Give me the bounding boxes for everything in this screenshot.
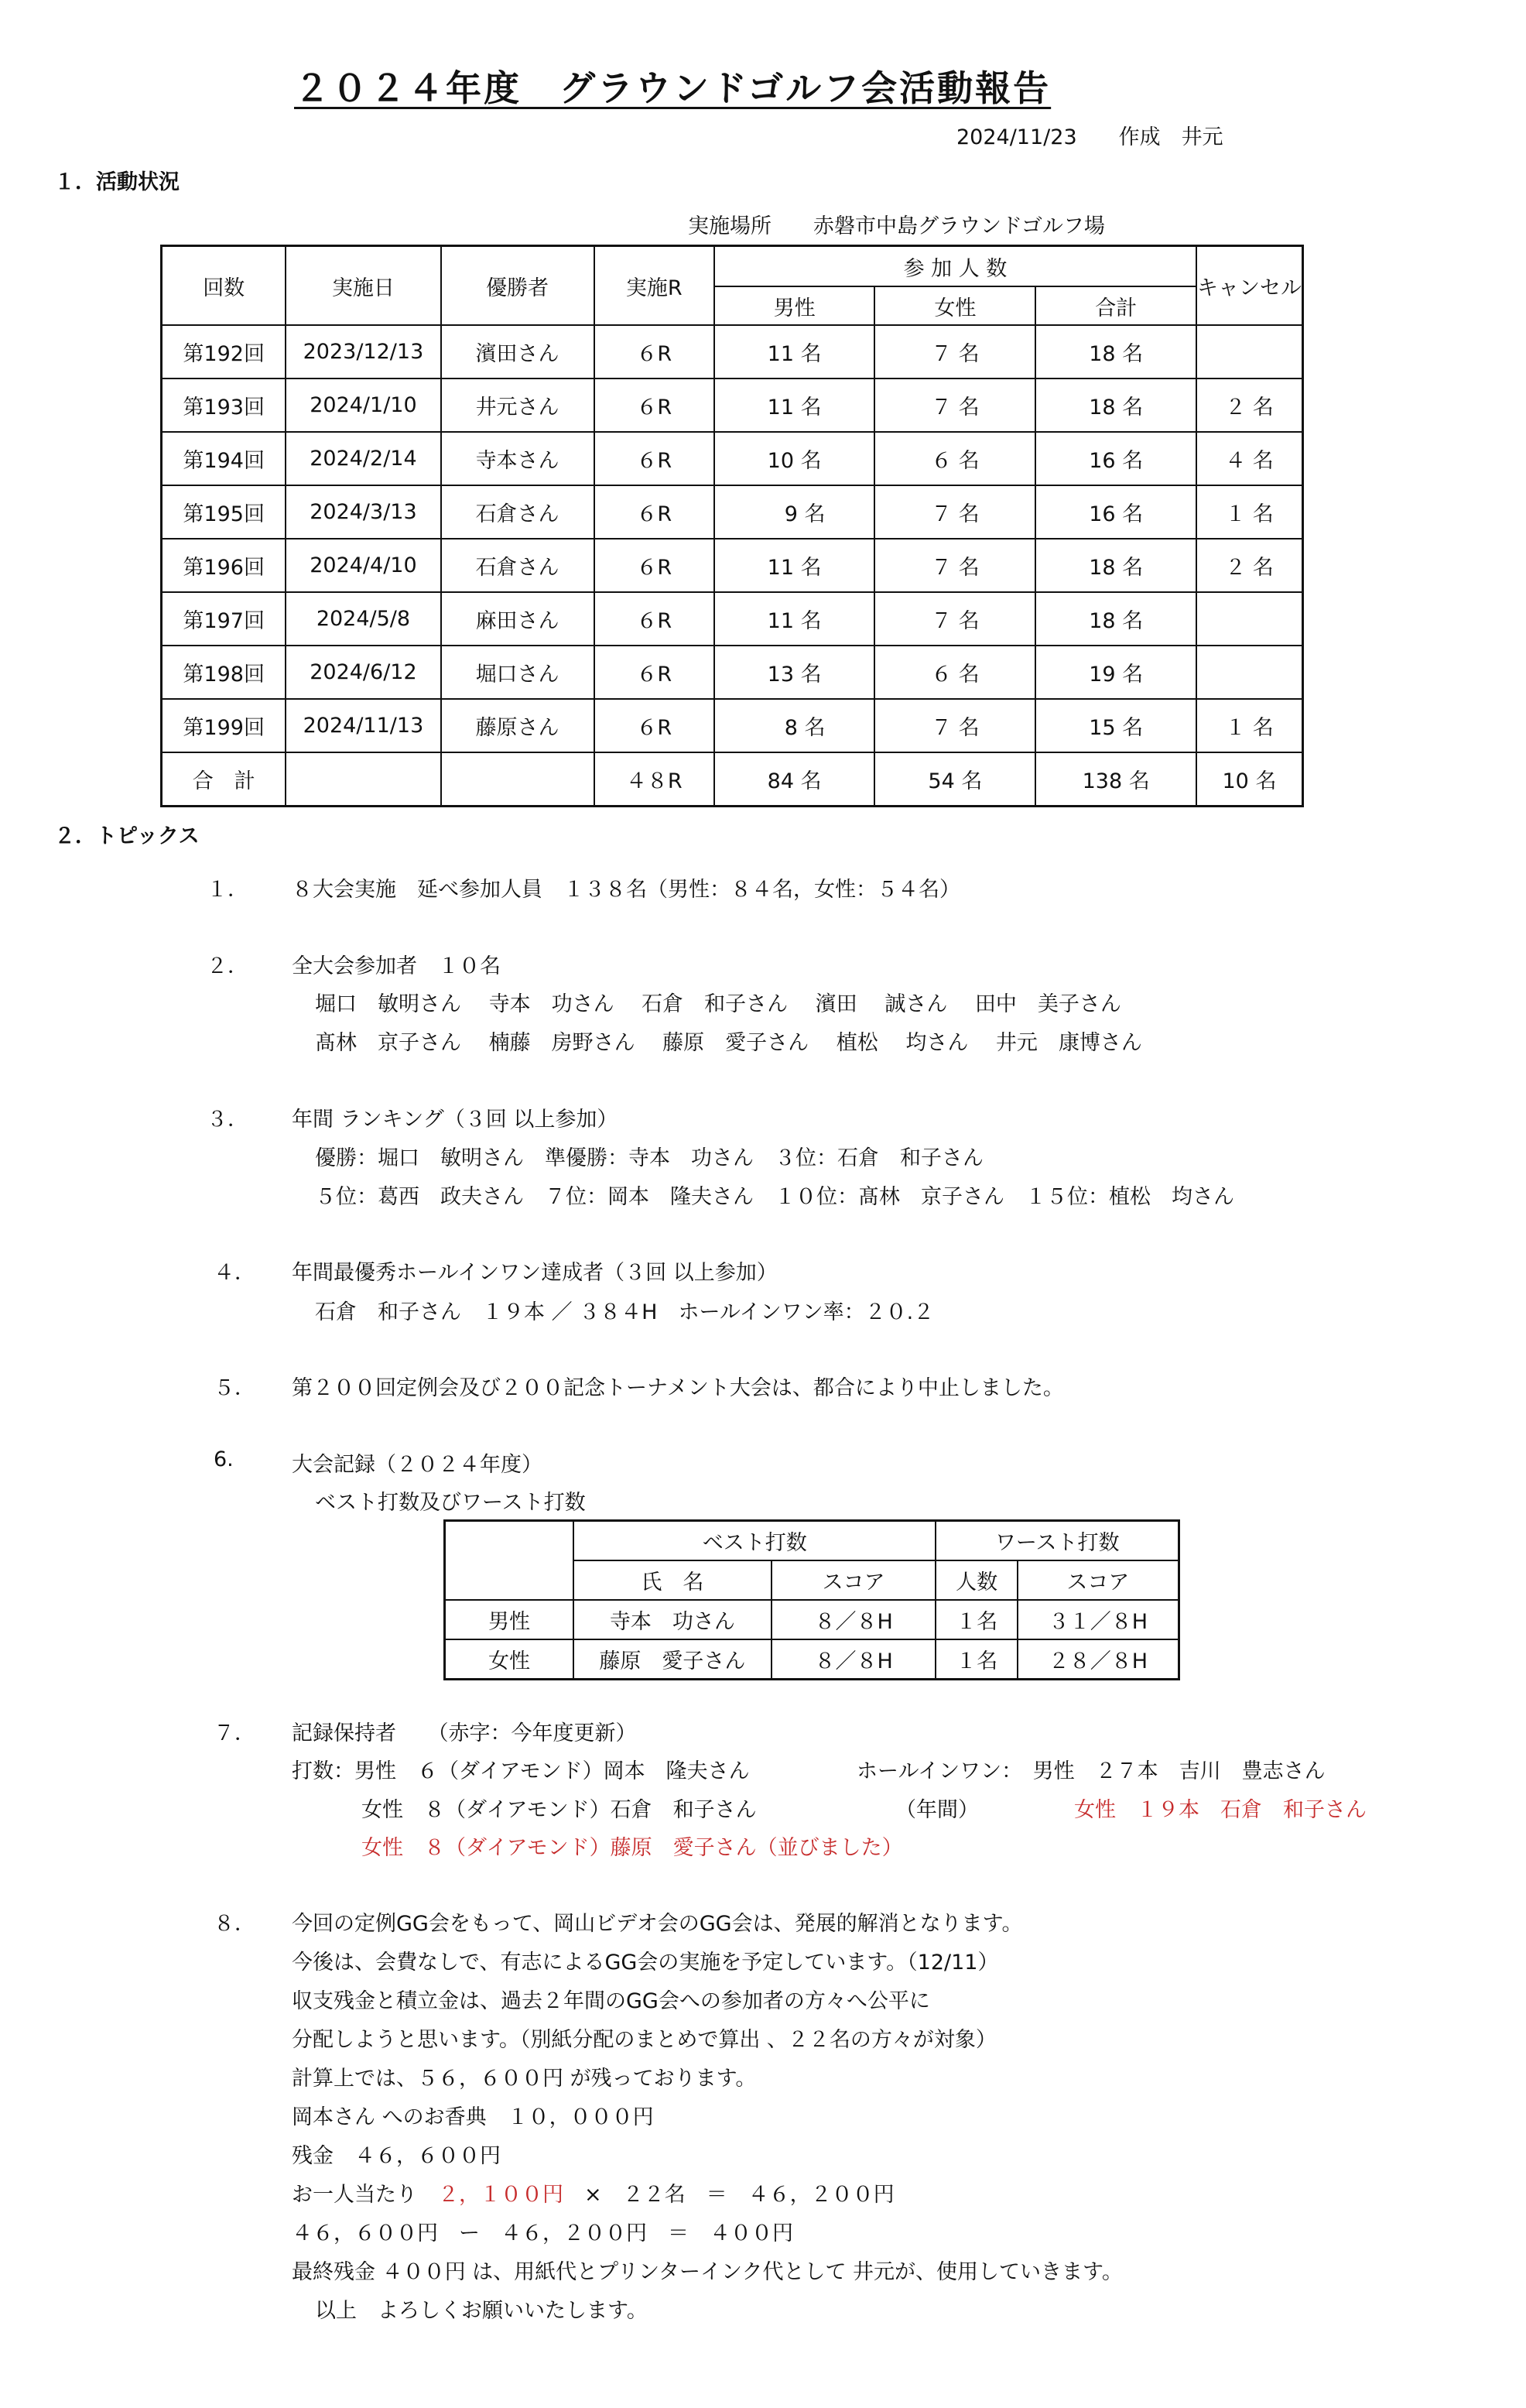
total-date: [286, 752, 440, 807]
topic-5-text: 第２００回定例会及び２００記念トーナメント大会は、都合により中止しました。: [292, 1376, 1064, 1400]
table-header-row: [162, 246, 1303, 287]
cell-total: 15 名: [1035, 699, 1196, 752]
cell-date: 2024/11/13: [286, 699, 440, 752]
cell-cancel: ２ 名: [1196, 378, 1303, 432]
cell-male: 11 名: [714, 592, 874, 646]
cell-winner: 寺本さん: [441, 432, 594, 485]
cell-male: 11 名: [714, 378, 874, 432]
date-author: 2024/11/23 作成 井元: [956, 125, 1223, 149]
cell-round: 第198回: [162, 646, 286, 699]
topic-8-line-2: 今後は、会費なしで、有志によるGG会の実施を予定しています。（12/11）: [292, 1951, 999, 1975]
table-row: [162, 325, 1303, 378]
topic-8-line-4: 分配しようと思います。（別紙分配のまとめで算出 、２２名の方々が対象）: [292, 2028, 997, 2052]
record-name: 藤原 愛子さん: [573, 1639, 772, 1680]
cell-date: 2024/5/8: [286, 592, 440, 646]
topic-7-line-2b: （年間）: [895, 1798, 979, 1822]
per-person-calc: × ２２名 ＝ ４６，２００円: [563, 2183, 895, 2207]
topic-8-number: ８．: [214, 1912, 255, 1936]
cell-cancel: ２ 名: [1196, 539, 1303, 592]
topic-7-line-2c: 女性 １９本 石倉 和子さん: [1074, 1798, 1367, 1822]
cell-female: ６ 名: [874, 646, 1035, 699]
topic-8-line-9: ４６，６００円 ー ４６，２００円 ＝ ４００円: [292, 2221, 793, 2245]
cell-cancel: １ 名: [1196, 699, 1303, 752]
topic-7-line-1b: ホールインワン： 男性 ２７本 吉川 豊志さん: [857, 1759, 1326, 1783]
topic-4-line-1: 石倉 和子さん １９本 ／ ３８４H ホールインワン率：２０.２: [315, 1300, 935, 1324]
cell-total: 18 名: [1035, 325, 1196, 378]
cell-winner: 濱田さん: [441, 325, 594, 378]
table-row: [162, 646, 1303, 699]
topic-1-text: ８大会実施 延べ参加人員 １３８名（男性：８４名，女性：５４名）: [292, 878, 960, 902]
record-table: [443, 1519, 1180, 1680]
cell-cancel: [1196, 325, 1303, 378]
record-header-best: ベスト打数: [573, 1521, 936, 1561]
cell-date: 2024/3/13: [286, 485, 440, 539]
header-participants: 参 加 人 数: [714, 246, 1196, 287]
cell-winner: 石倉さん: [441, 539, 594, 592]
cell-rounds: ６R: [594, 646, 714, 699]
cell-date: 2024/1/10: [286, 378, 440, 432]
cell-round: 第197回: [162, 592, 286, 646]
table-row: [445, 1600, 1179, 1639]
cell-female: ７ 名: [874, 325, 1035, 378]
record-name: 寺本 功さん: [573, 1600, 772, 1639]
page-title: ２０２４年度 グラウンドゴルフ会活動報告: [294, 67, 1052, 109]
topic-6-text: 大会記録（２０２４年度）: [292, 1453, 542, 1477]
cell-male: 11 名: [714, 539, 874, 592]
record-gender: 女性: [445, 1639, 574, 1680]
topic-7-number: ７．: [214, 1721, 255, 1745]
record-header-worst-score: スコア: [1018, 1560, 1179, 1600]
per-person-label: お一人当たり: [292, 2183, 438, 2207]
table-row: [445, 1639, 1179, 1680]
topic-7-line-2a: 女性 ８（ダイアモンド）石倉 和子さん: [361, 1798, 757, 1822]
record-header-row: [445, 1521, 1179, 1561]
cell-winner: 井元さん: [441, 378, 594, 432]
topic-8-line-10: 最終残金 ４００円 は、用紙代とプリンターインク代として 井元が、使用していきます。: [292, 2260, 1123, 2284]
activity-table: [160, 245, 1304, 807]
cell-date: 2024/6/12: [286, 646, 440, 699]
record-header-empty: [445, 1521, 574, 1601]
header-date: 実施日: [286, 246, 440, 326]
cell-total: 19 名: [1035, 646, 1196, 699]
record-worst-score: ３１／８H: [1018, 1600, 1179, 1639]
header-winner: 優勝者: [441, 246, 594, 326]
cell-winner: 堀口さん: [441, 646, 594, 699]
cell-total: 18 名: [1035, 539, 1196, 592]
topic-2-number: ２．: [207, 954, 248, 978]
table-total-row: [162, 752, 1303, 807]
cell-rounds: ６R: [594, 378, 714, 432]
cell-rounds: ６R: [594, 432, 714, 485]
cell-female: ７ 名: [874, 485, 1035, 539]
cell-total: 16 名: [1035, 485, 1196, 539]
cell-male: 11 名: [714, 325, 874, 378]
cell-total: 18 名: [1035, 592, 1196, 646]
topic-7-line-3: 女性 ８（ダイアモンド）藤原 愛子さん（並びました）: [361, 1836, 903, 1860]
table-row: [162, 485, 1303, 539]
topic-2-line-1: 堀口 敏明さん 寺本 功さん 石倉 和子さん 濱田 誠さん 田中 美子さん: [315, 992, 1121, 1016]
header-female: 女性: [874, 286, 1035, 325]
record-header-name: 氏 名: [573, 1560, 772, 1600]
cell-female: ７ 名: [874, 699, 1035, 752]
cell-cancel: [1196, 592, 1303, 646]
cell-date: 2023/12/13: [286, 325, 440, 378]
table-row: [162, 592, 1303, 646]
topic-3-text: 年間 ランキング（３回 以上参加）: [292, 1108, 618, 1132]
venue: 実施場所 赤磐市中島グラウンドゴルフ場: [688, 214, 1105, 238]
cell-cancel: ４ 名: [1196, 432, 1303, 485]
cell-rounds: ６R: [594, 539, 714, 592]
topic-4-number: ４．: [214, 1261, 255, 1285]
record-gender: 男性: [445, 1600, 574, 1639]
per-person-amount: ２，１００円: [438, 2183, 563, 2207]
header-cancel: キャンセル: [1196, 246, 1303, 326]
cell-cancel: １ 名: [1196, 485, 1303, 539]
cell-rounds: ６R: [594, 485, 714, 539]
topic-8-line-3: 収支残金と積立金は、過去２年間のGG会への参加者の方々へ公平に: [292, 1989, 930, 2013]
total-cancel: 10 名: [1196, 752, 1303, 807]
header-rounds: 実施R: [594, 246, 714, 326]
cell-round: 第192回: [162, 325, 286, 378]
header-total: 合計: [1035, 286, 1196, 325]
topic-2-line-2: 髙林 京子さん 楠藤 房野さん 藤原 愛子さん 植松 均さん 井元 康博さん: [315, 1031, 1142, 1055]
header-male: 男性: [714, 286, 874, 325]
cell-male: 10 名: [714, 432, 874, 485]
total-label: 合 計: [162, 752, 286, 807]
cell-male: 9 名: [714, 485, 874, 539]
closing-line: 以上 よろしくお願いいたします。: [315, 2299, 648, 2323]
topic-1-number: １．: [207, 878, 248, 902]
cell-round: 第194回: [162, 432, 286, 485]
cell-winner: 藤原さん: [441, 699, 594, 752]
topic-3-number: ３．: [207, 1108, 248, 1132]
topic-6-subtitle: ベスト打数及びワースト打数: [315, 1491, 586, 1515]
total-total: 138 名: [1035, 752, 1196, 807]
record-header-worst: ワースト打数: [936, 1521, 1179, 1561]
cell-rounds: ６R: [594, 325, 714, 378]
cell-total: 16 名: [1035, 432, 1196, 485]
cell-male: 13 名: [714, 646, 874, 699]
cell-male: 8 名: [714, 699, 874, 752]
table-row: [162, 539, 1303, 592]
table-row: [162, 699, 1303, 752]
topic-8-line-5: 計算上では、５６，６００円 が残っております。: [292, 2067, 757, 2091]
topic-7-text: 記録保持者 （赤字：今年度更新）: [292, 1721, 637, 1745]
cell-female: ７ 名: [874, 378, 1035, 432]
cell-rounds: ６R: [594, 699, 714, 752]
cell-rounds: ６R: [594, 592, 714, 646]
total-winner: [441, 752, 594, 807]
topic-8-line-8: [292, 2177, 895, 2208]
header-round: 回数: [162, 246, 286, 326]
section-2-heading: ２．トピックス: [54, 824, 200, 848]
cell-winner: 麻田さん: [441, 592, 594, 646]
record-score: ８／８H: [772, 1600, 936, 1639]
total-male: 84 名: [714, 752, 874, 807]
record-worst-score: ２８／８H: [1018, 1639, 1179, 1680]
record-count: １名: [936, 1600, 1017, 1639]
cell-round: 第199回: [162, 699, 286, 752]
record-score: ８／８H: [772, 1639, 936, 1680]
record-header-count: 人数: [936, 1560, 1017, 1600]
cell-round: 第196回: [162, 539, 286, 592]
cell-female: ７ 名: [874, 539, 1035, 592]
cell-round: 第193回: [162, 378, 286, 432]
topic-7-line-1a: 打数：男性 ６（ダイアモンド）岡本 隆夫さん: [292, 1759, 750, 1783]
cell-cancel: [1196, 646, 1303, 699]
cell-winner: 石倉さん: [441, 485, 594, 539]
cell-female: ６ 名: [874, 432, 1035, 485]
cell-female: ７ 名: [874, 592, 1035, 646]
topic-5-number: ５．: [214, 1376, 255, 1400]
table-row: [162, 378, 1303, 432]
topic-8-line-1: 今回の定例GG会をもって、岡山ビデオ会のGG会は、発展的解消となります。: [292, 1912, 1023, 1936]
topic-8-line-6: 岡本さん へのお香典 １０，０００円: [292, 2105, 654, 2129]
total-rounds: ４８R: [594, 752, 714, 807]
topic-6-number: 6.: [214, 1447, 234, 1471]
cell-total: 18 名: [1035, 378, 1196, 432]
topic-2-text: 全大会参加者 １０名: [292, 954, 501, 978]
topic-3-line-1: 優勝：堀口 敏明さん 準優勝：寺本 功さん ３位：石倉 和子さん: [315, 1146, 984, 1170]
table-row: [162, 432, 1303, 485]
section-1-heading: １．活動状況: [54, 170, 180, 194]
record-header-score: スコア: [772, 1560, 936, 1600]
cell-date: 2024/4/10: [286, 539, 440, 592]
total-female: 54 名: [874, 752, 1035, 807]
topic-3-line-2: ５位：葛西 政夫さん ７位：岡本 隆夫さん １０位：髙林 京子さん １５位：植松 均さん: [315, 1185, 1234, 1209]
cell-round: 第195回: [162, 485, 286, 539]
topic-4-text: 年間最優秀ホールインワン達成者（３回 以上参加）: [292, 1261, 778, 1285]
cell-date: 2024/2/14: [286, 432, 440, 485]
topic-8-line-7: 残金 ４６，６００円: [292, 2144, 501, 2168]
record-count: １名: [936, 1639, 1017, 1680]
